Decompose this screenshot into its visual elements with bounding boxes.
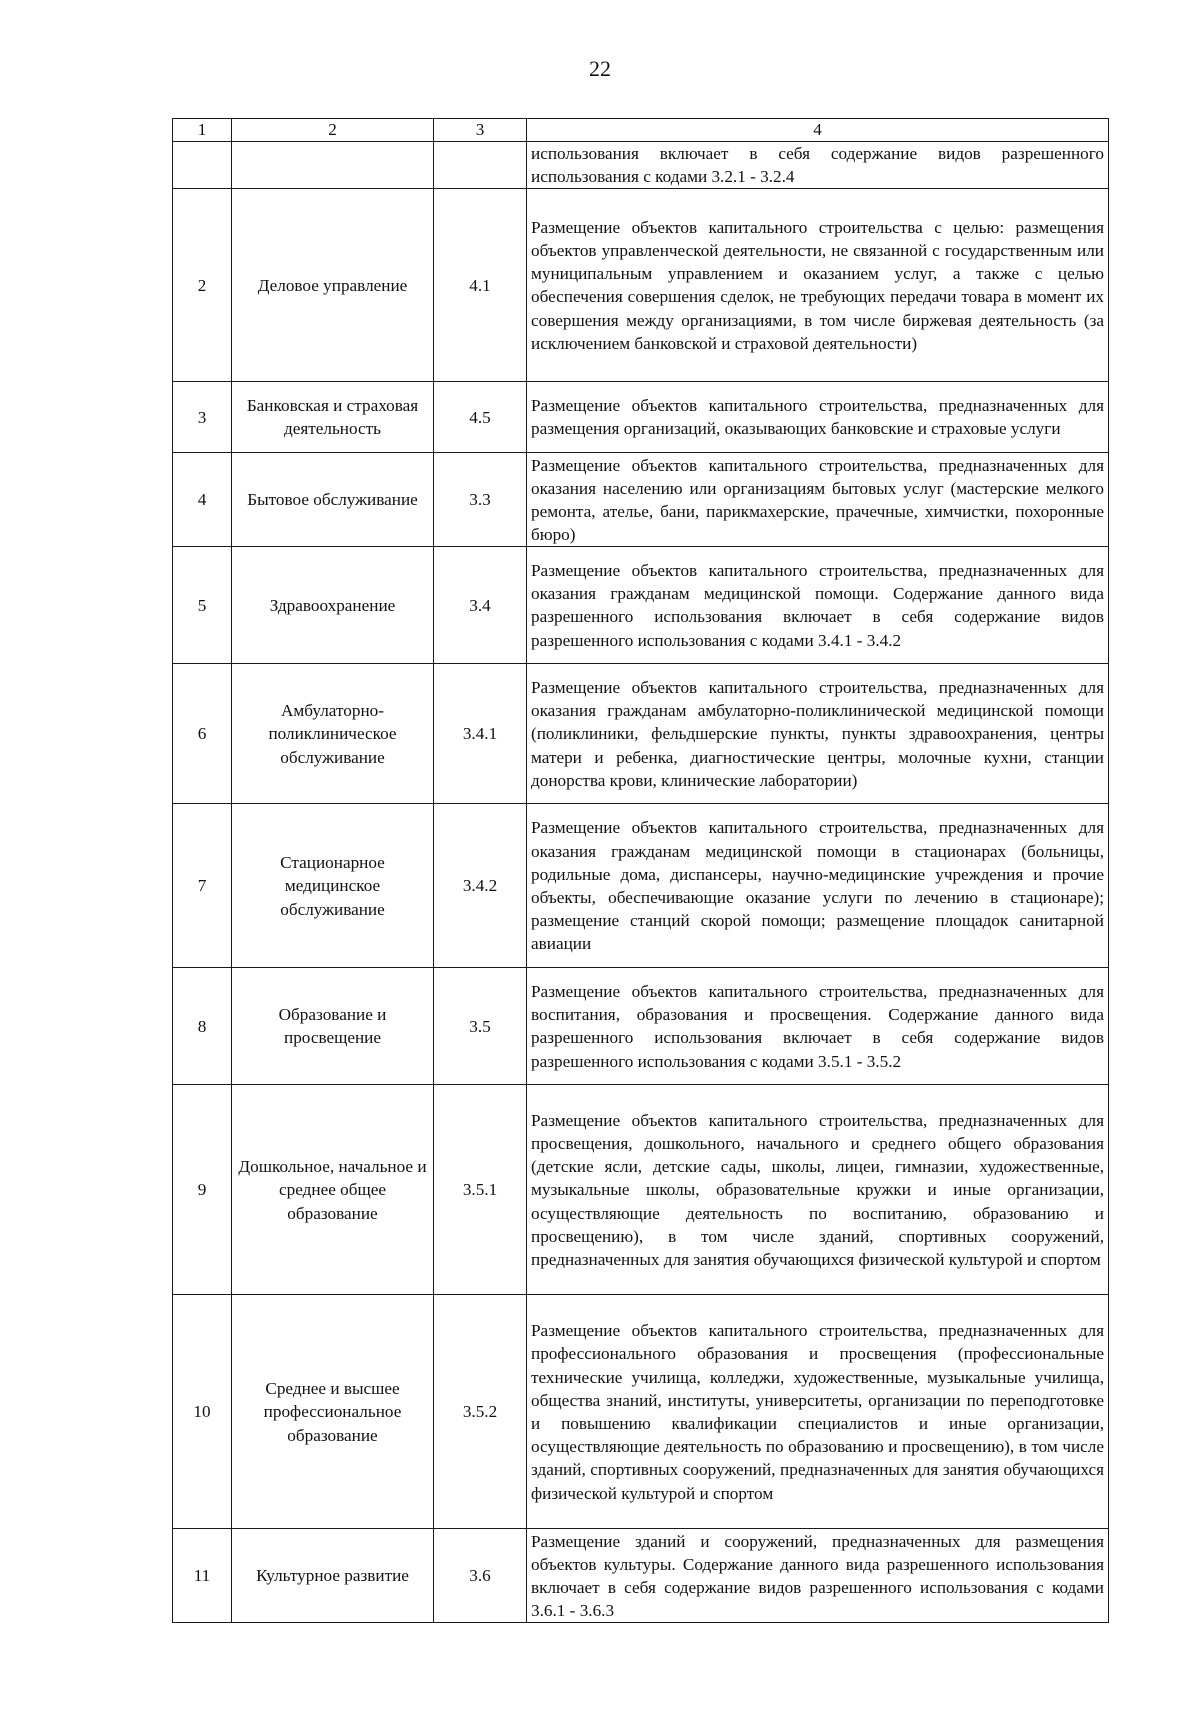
table-row [173,1529,1109,1623]
use-type-description: Размещение объектов капитального строительства, предназначенных для оказания гражданам амбулаторно-поликлинической медицинской помощи (поликлиники, фельдшерские пункты, пункты здравоохранения, центры матери и ребенка, диагностические центры, молочные кухни, станции донорства крови, клинические лаборатории) [527,664,1109,804]
use-type-name: Бытовое обслуживание [232,453,434,547]
use-type-code: 3.5.2 [434,1295,527,1529]
row-number [173,142,232,189]
use-type-code: 4.5 [434,382,527,453]
table-row [173,804,1109,968]
table-row [173,664,1109,804]
use-type-name: Культурное развитие [232,1529,434,1623]
use-type-code: 3.4.2 [434,804,527,968]
use-type-name: Образование и просвещение [232,968,434,1085]
use-type-code: 3.3 [434,453,527,547]
row-number: 4 [173,453,232,547]
table-row [173,142,1109,189]
use-type-description: Размещение объектов капитального строительства, предназначенных для воспитания, образования и просвещения. Содержание данного вида разрешенного использования включает в себя содержание видов разрешенного использования с кодами 3.5.1 - 3.5.2 [527,968,1109,1085]
table-row [173,968,1109,1085]
column-header: 3 [434,119,527,142]
table-row [173,1085,1109,1295]
column-header: 4 [527,119,1109,142]
row-number: 11 [173,1529,232,1623]
use-type-code: 3.4 [434,547,527,664]
use-type-description: Размещение объектов капитального строительства, предназначенных для профессионального образования и просвещения (профессиональные технические училища, колледжи, художественные, музыкальные училища, общества знаний, институты, университеты, организации по переподготовке и повышению квалификации специалистов и иные организации, осуществляющие деятельность по образованию и просвещению), в том числе зданий, спортивных сооружений, предназначенных для занятия обучающихся физической культурой и спортом [527,1295,1109,1529]
use-type-description: Размещение объектов капитального строительства с целью: размещения объектов управленческой деятельности, не связанной с государственным или муниципальным управлением и оказанием услуг, а также с целью обеспечения совершения сделок, не требующих передачи товара в момент их совершения между организациями, в том числе биржевая деятельность (за исключением банковской и страховой деятельности) [527,189,1109,382]
use-type-code: 3.5 [434,968,527,1085]
use-type-description: Размещение объектов капитального строительства, предназначенных для оказания гражданам медицинской помощи в стационарах (больницы, родильные дома, диспансеры, научно-медицинские учреждения и прочие объекты, обеспечивающие оказание услуги по лечению в стационаре); размещение станций скорой помощи; размещение площадок санитарной авиации [527,804,1109,968]
column-header: 2 [232,119,434,142]
use-type-description: Размещение объектов капитального строительства, предназначенных для размещения организаций, оказывающих банковские и страховые услуги [527,382,1109,453]
use-type-description: использования включает в себя содержание видов разрешенного использования с кодами 3.2.1 - 3.2.4 [527,142,1109,189]
use-type-name: Дошкольное, начальное и среднее общее образование [232,1085,434,1295]
table-row [173,189,1109,382]
table-row [173,547,1109,664]
row-number: 6 [173,664,232,804]
table-row [173,1295,1109,1529]
use-type-code: 4.1 [434,189,527,382]
row-number: 10 [173,1295,232,1529]
page-number: 22 [589,56,611,81]
row-number: 3 [173,382,232,453]
use-type-description: Размещение объектов капитального строительства, предназначенных для просвещения, дошкольного, начального и среднего общего образования (детские ясли, детские сады, школы, лицеи, гимназии, художественные, музыкальные школы, образовательные кружки и иные организации, осуществляющие деятельность по воспитанию, образованию и просвещению), в том числе зданий, спортивных сооружений, предназначенных для занятия обучающихся физической культурой и спортом [527,1085,1109,1295]
row-number: 9 [173,1085,232,1295]
use-type-name: Стационарное медицинское обслуживание [232,804,434,968]
use-type-name: Амбулаторно-поликлиническое обслуживание [232,664,434,804]
use-type-code: 3.4.1 [434,664,527,804]
row-number: 8 [173,968,232,1085]
use-type-name: Среднее и высшее профессиональное образование [232,1295,434,1529]
use-type-code [434,142,527,189]
row-number: 2 [173,189,232,382]
use-type-description: Размещение объектов капитального строительства, предназначенных для оказания гражданам медицинской помощи. Содержание данного вида разрешенного использования включает в себя содержание видов разрешенного использования с кодами 3.4.1 - 3.4.2 [527,547,1109,664]
use-type-description: Размещение объектов капитального строительства, предназначенных для оказания населению или организациям бытовых услуг (мастерские мелкого ремонта, ателье, бани, парикмахерские, прачечные, химчистки, похоронные бюро) [527,453,1109,547]
use-type-code: 3.5.1 [434,1085,527,1295]
table-row [173,453,1109,547]
table-header-row [173,119,1109,142]
use-type-name: Деловое управление [232,189,434,382]
use-type-code: 3.6 [434,1529,527,1623]
row-number: 7 [173,804,232,968]
use-type-name: Здравоохранение [232,547,434,664]
land-use-table [172,118,1109,1623]
use-type-name [232,142,434,189]
use-type-name: Банковская и страховая деятельность [232,382,434,453]
table-row [173,382,1109,453]
row-number: 5 [173,547,232,664]
use-type-description: Размещение зданий и сооружений, предназначенных для размещения объектов культуры. Содержание данного вида разрешенного использования включает в себя содержание видов разрешенного использования с кодами 3.6.1 - 3.6.3 [527,1529,1109,1623]
column-header: 1 [173,119,232,142]
